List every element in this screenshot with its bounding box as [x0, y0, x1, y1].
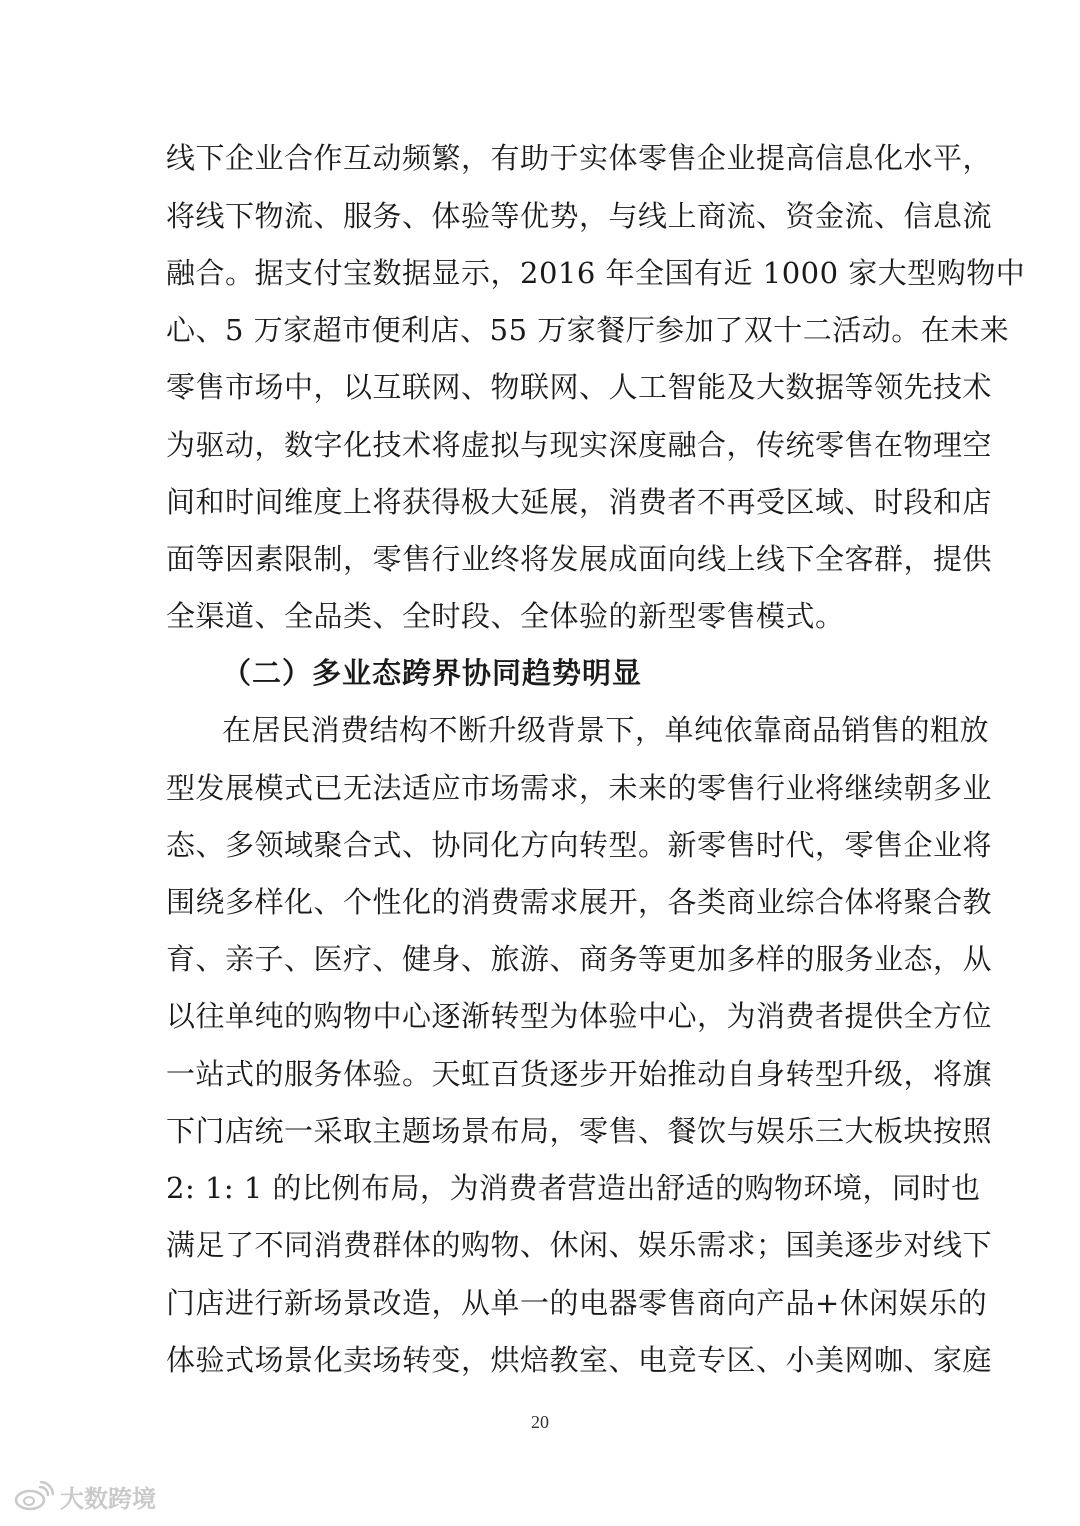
paragraph-line: 以往单纯的购物中心逐渐转型为体验中心，为消费者提供全方位 — [166, 999, 993, 1033]
paragraph-line: 在居民消费结构不断升级背景下，单纯依靠商品销售的粗放 — [222, 713, 990, 747]
paragraph-line: 育、亲子、医疗、健身、旅游、商务等更加多样的服务业态，从 — [166, 942, 993, 976]
page-number: 20 — [531, 1412, 549, 1432]
paragraph-line: 2: 1: 1 的比例布局，为消费者营造出舒适的购物环境，同时也 — [166, 1171, 981, 1205]
paragraph-line: 面等因素限制，零售行业终将发展成面向线上线下全客群，提供 — [166, 542, 993, 576]
paragraph-line: 围绕多样化、个性化的消费需求展开，各类商业综合体将聚合教 — [166, 885, 993, 919]
paragraph-line: 满足了不同消费群体的购物、休闲、娱乐需求；国美逐步对线下 — [166, 1228, 993, 1262]
paragraph-line: 门店进行新场景改造，从单一的电器零售商向产品+休闲娱乐的 — [166, 1286, 988, 1320]
paragraph-line: 下门店统一采取主题场景布局，零售、餐饮与娱乐三大板块按照 — [166, 1114, 993, 1148]
paragraph-line: 心、5 万家超市便利店、55 万家餐厅参加了双十二活动。在未来 — [166, 313, 1010, 347]
paragraph-line: 态、多领域聚合式、协同化方向转型。新零售时代，零售企业将 — [166, 828, 993, 862]
paragraph-line: 融合。据支付宝数据显示，2016 年全国有近 1000 家大型购物中 — [166, 256, 1026, 290]
paragraph-line: 一站式的服务体验。天虹百货逐步开始推动自身转型升级，将旗 — [166, 1057, 993, 1091]
watermark-text: 大数跨境 — [60, 1484, 156, 1513]
paragraph-line: 零售市场中，以互联网、物联网、人工智能及大数据等领先技术 — [166, 370, 993, 404]
paragraph-line: 型发展模式已无法适应市场需求，未来的零售行业将继续朝多业 — [166, 771, 993, 805]
section-heading: （二）多业态跨界协同趋势明显 — [222, 656, 643, 690]
paragraph-line: 全渠道、全品类、全时段、全体验的新型零售模式。 — [166, 599, 845, 633]
weibo-logo-icon — [14, 1481, 54, 1511]
paragraph-line: 将线下物流、服务、体验等优势，与线上商流、资金流、信息流 — [166, 199, 993, 233]
watermark — [14, 1478, 156, 1514]
paragraph-line: 为驱动，数字化技术将虚拟与现实深度融合，传统零售在物理空 — [166, 428, 993, 462]
paragraph-line: 间和时间维度上将获得极大延展，消费者不再受区域、时段和店 — [166, 485, 993, 519]
paragraph-line: 线下企业合作互动频繁，有助于实体零售企业提高信息化水平， — [166, 141, 993, 175]
paragraph-line: 体验式场景化卖场转变，烘焙教室、电竞专区、小美网咖、家庭 — [166, 1343, 993, 1377]
